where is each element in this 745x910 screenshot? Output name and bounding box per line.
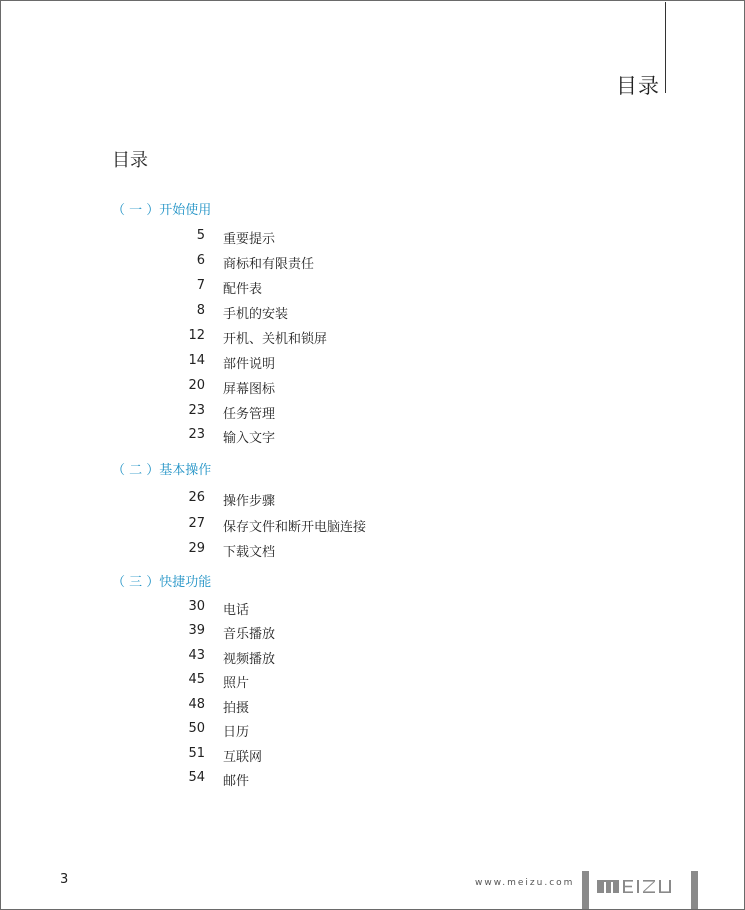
- toc-entry-page: 51: [188, 746, 205, 761]
- toc-entry-page: 23: [188, 403, 205, 418]
- toc-entry[interactable]: [0, 278, 745, 298]
- toc-entry-page: 48: [188, 697, 205, 712]
- toc-entry-label: 电话: [223, 603, 250, 618]
- toc-entry[interactable]: [0, 253, 745, 273]
- toc-entry-label: 屏幕图标: [223, 382, 276, 397]
- toc-entry[interactable]: [0, 648, 745, 668]
- toc-entry-page: 14: [188, 353, 205, 368]
- toc-entry-label: 保存文件和断开电脑连接: [223, 520, 367, 535]
- toc-entry-label: 下载文档: [223, 545, 276, 560]
- toc-entry-page: 50: [188, 721, 205, 736]
- toc-entry-label: 互联网: [223, 750, 263, 765]
- toc-entry-page: 12: [188, 328, 205, 343]
- toc-entry-label: 开机、关机和锁屏: [223, 332, 328, 347]
- page-number: 3: [60, 872, 69, 887]
- logo-bar-left: [582, 871, 589, 909]
- toc-entry-label: 手机的安装: [223, 307, 289, 322]
- header-divider: [665, 2, 666, 93]
- toc-entry-label: 操作步骤: [223, 494, 276, 509]
- logo-bar-right: [691, 871, 698, 909]
- toc-entry-page: 6: [196, 253, 205, 268]
- toc-entry-label: 重要提示: [223, 232, 276, 247]
- toc-entry-label: 日历: [223, 725, 250, 740]
- toc-entry[interactable]: [0, 228, 745, 248]
- toc-entry[interactable]: [0, 427, 745, 447]
- toc-entry-page: 27: [188, 516, 205, 531]
- website-url[interactable]: www.meizu.com: [475, 878, 575, 888]
- meizu-logo: [596, 876, 686, 896]
- toc-entry[interactable]: [0, 746, 745, 766]
- toc-entry[interactable]: [0, 403, 745, 423]
- toc-entry-label: 音乐播放: [223, 627, 276, 642]
- toc-entry-page: 26: [188, 490, 205, 505]
- section-title-getting-started[interactable]: （ 一 ）开始使用: [112, 203, 212, 218]
- toc-entry[interactable]: [0, 490, 745, 510]
- toc-entry[interactable]: [0, 516, 745, 536]
- toc-entry[interactable]: [0, 303, 745, 323]
- toc-entry-label: 视频播放: [223, 652, 276, 667]
- toc-entry[interactable]: [0, 328, 745, 348]
- toc-entry-page: 8: [196, 303, 205, 318]
- toc-entry-page: 45: [188, 672, 205, 687]
- toc-entry-page: 7: [196, 278, 205, 293]
- toc-entry-label: 邮件: [223, 774, 250, 789]
- toc-entry[interactable]: [0, 672, 745, 692]
- toc-entry-label: 照片: [223, 676, 250, 691]
- toc-entry[interactable]: [0, 721, 745, 741]
- toc-entry[interactable]: [0, 697, 745, 717]
- toc-entry-label: 部件说明: [223, 357, 276, 372]
- toc-entry-page: 54: [188, 770, 205, 785]
- toc-entry-page: 20: [188, 378, 205, 393]
- toc-entry-label: 输入文字: [223, 431, 276, 446]
- toc-entry-page: 30: [188, 599, 205, 614]
- toc-entry-label: 商标和有限责任: [223, 257, 315, 272]
- toc-entry[interactable]: [0, 353, 745, 373]
- toc-entry-page: 29: [188, 541, 205, 556]
- toc-entry[interactable]: [0, 541, 745, 561]
- section-title-quick-functions[interactable]: （ 三 ）快捷功能: [112, 575, 212, 590]
- toc-entry-page: 23: [188, 427, 205, 442]
- header-title: 目录: [616, 74, 660, 98]
- toc-entry[interactable]: [0, 378, 745, 398]
- toc-entry[interactable]: [0, 599, 745, 619]
- section-title-basic-operations[interactable]: （ 二 ）基本操作: [112, 463, 212, 478]
- toc-entry[interactable]: [0, 623, 745, 643]
- toc-entry[interactable]: [0, 770, 745, 790]
- toc-heading: 目录: [112, 150, 148, 171]
- toc-entry-label: 配件表: [223, 282, 263, 297]
- toc-entry-page: 39: [188, 623, 205, 638]
- toc-entry-page: 5: [196, 228, 205, 243]
- toc-entry-page: 43: [188, 648, 205, 663]
- toc-entry-label: 拍摄: [223, 701, 250, 716]
- toc-entry-label: 任务管理: [223, 407, 276, 422]
